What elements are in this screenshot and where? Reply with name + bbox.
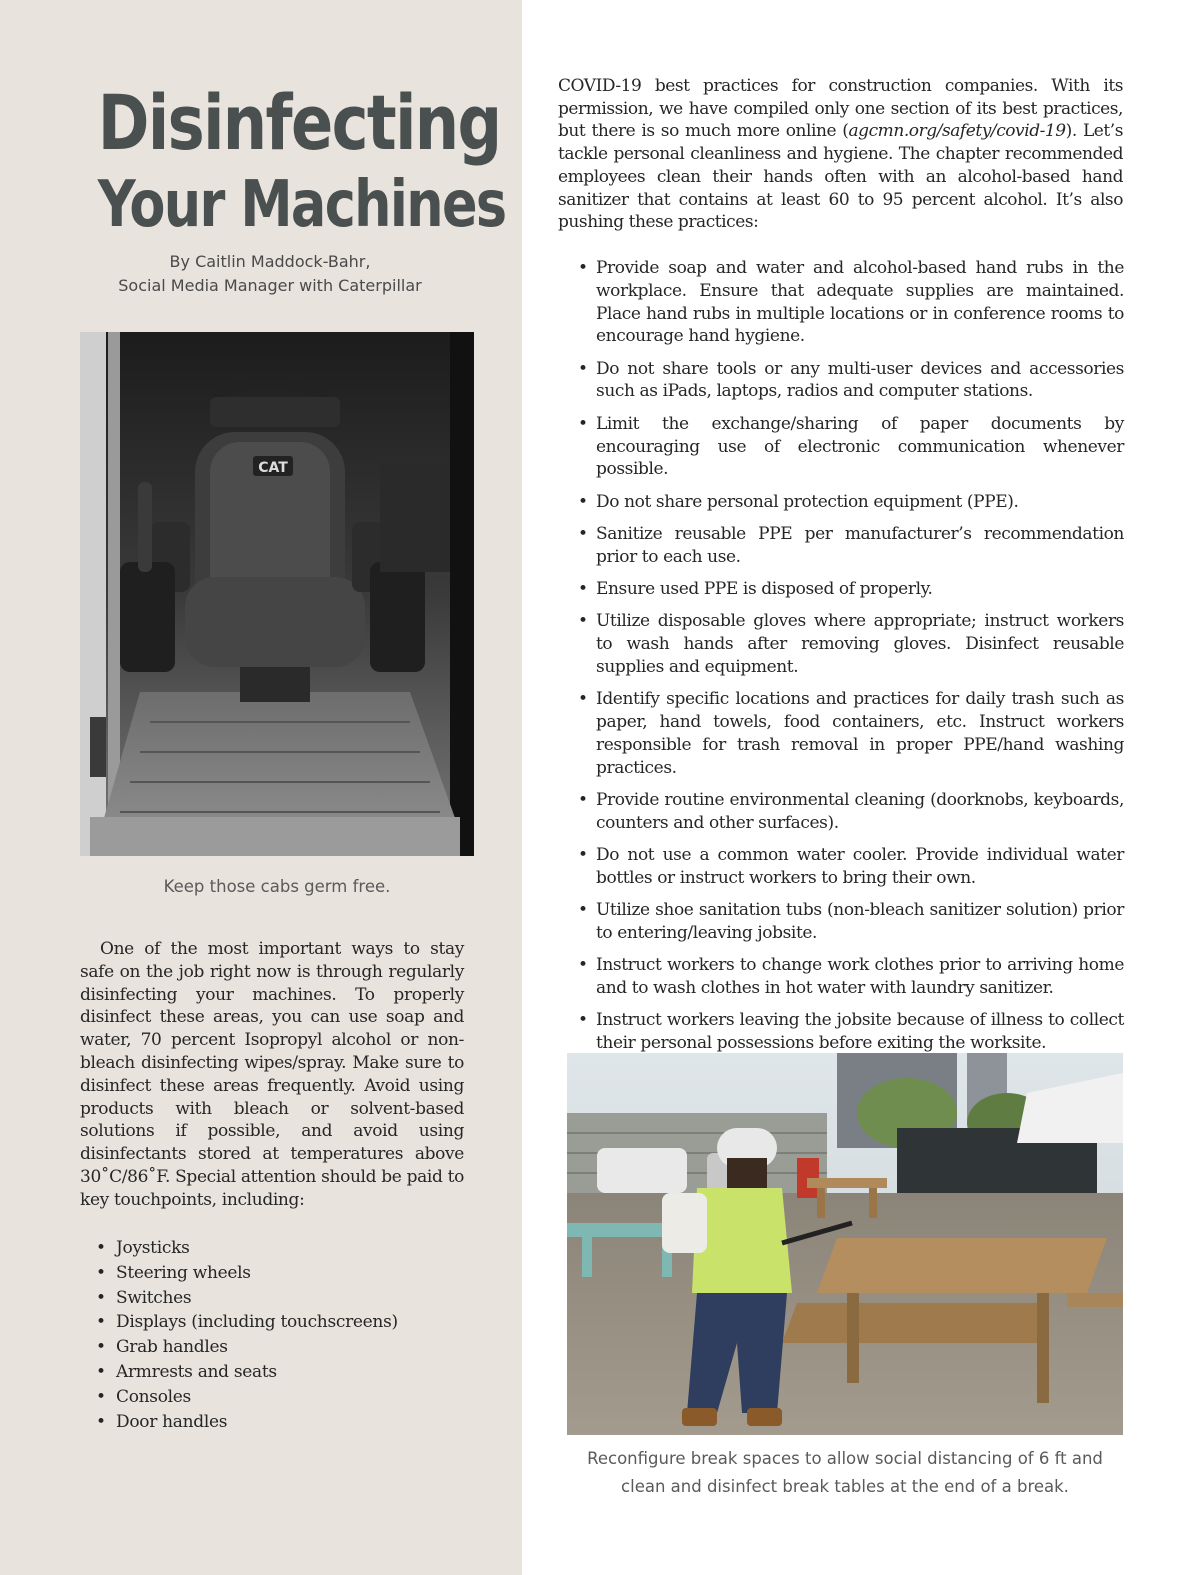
list-item: • Displays (including touchscreens)	[96, 1310, 476, 1335]
list-item: • Sanitize reusable PPE per manufacturer’s recommendation prior to each use.	[578, 523, 1124, 569]
list-item: • Ensure used PPE is disposed of properly.	[578, 578, 1124, 601]
article-title-line-1: Disinfecting	[97, 78, 501, 167]
right-intro-paragraph	[558, 75, 1123, 234]
list-item: • Switches	[96, 1286, 476, 1311]
list-item: • Utilize disposable gloves where appropriate; instruct workers to wash hands after removing gloves. Disinfect reusable supplies and equipment.	[578, 610, 1124, 678]
article-title-line-2: Your Machines	[97, 168, 506, 242]
list-item: • Limit the exchange/sharing of paper documents by encouraging use of electronic communication whenever possible.	[578, 413, 1124, 481]
byline-author: By Caitlin Maddock-Bahr,	[169, 252, 371, 271]
list-item: • Consoles	[96, 1385, 476, 1410]
machine-cab-photo	[80, 332, 474, 856]
list-item: • Joysticks	[96, 1236, 476, 1261]
list-item: • Do not use a common water cooler. Provide individual water bottles or instruct workers to bring their own.	[578, 844, 1124, 890]
list-item: • Do not share personal protection equipment (PPE).	[578, 491, 1124, 514]
right-intro-text-start: COVID-19 best practices for construction companies. With its permission, we have compiled only one section of its best practices, but there is so much more online (	[558, 76, 1123, 142]
worker-photo-caption	[567, 1445, 1123, 1501]
byline	[60, 250, 480, 298]
list-item: • Armrests and seats	[96, 1360, 476, 1385]
touchpoints-list	[96, 1236, 476, 1434]
list-item: • Door handles	[96, 1410, 476, 1435]
byline-role: Social Media Manager with Caterpillar	[118, 276, 422, 295]
list-item: • Identify specific locations and practices for daily trash such as paper, hand towels, food containers, etc. Instruct workers responsible for trash removal in proper PPE/hand washing practices.	[578, 688, 1124, 779]
list-item: • Do not share tools or any multi-user devices and accessories such as iPads, laptops, radios and computer stations.	[578, 358, 1124, 404]
best-practices-list	[578, 257, 1124, 1064]
agc-website-link[interactable]: agcmn.org/safety/covid-19	[848, 121, 1066, 142]
right-intro-text-end: ). Let’s tackle personal cleanliness and hygiene. The chapter recommended employees clean their hands often with an alcohol-based hand sanitizer that contains at least 60 to 95 percent alcohol. It’s also pushing these practices:	[558, 121, 1123, 233]
list-item: • Grab handles	[96, 1335, 476, 1360]
list-item: • Provide soap and water and alcohol-based hand rubs in the workplace. Ensure that adequate supplies are maintained. Place hand rubs in multiple locations or in conference rooms to encourage hand hygiene.	[578, 257, 1124, 348]
list-item: • Utilize shoe sanitation tubs (non-bleach sanitizer solution) prior to entering/leaving jobsite.	[578, 899, 1124, 945]
list-item: • Provide routine environmental cleaning (doorknobs, keyboards, counters and other surfaces).	[578, 789, 1124, 835]
cat-seat-badge: CAT	[258, 460, 288, 476]
caption-line-1: Reconfigure break spaces to allow social distancing of 6 ft and	[587, 1449, 1103, 1468]
list-item: • Steering wheels	[96, 1261, 476, 1286]
intro-paragraph: One of the most important ways to stay safe on the job right now is through regularly disinfecting your machines. To properly disinfect these areas, you can use soap and water, 70 percent Isopropyl alcohol or non-bleach disinfecting wipes/spray. Make sure to disinfect these areas frequently. Avoid using products with bleach or solvent-based solutions if possible, and avoid using disinfectants stored at temperatures above 30˚C/86˚F. Special attention should be paid to key touchpoints, including:	[80, 939, 464, 1210]
list-item: • Instruct workers to change work clothes prior to arriving home and to wash clothes in hot water with laundry sanitizer.	[578, 954, 1124, 1000]
cab-photo-caption: Keep those cabs germ free.	[163, 877, 391, 896]
list-item: • Instruct workers leaving the jobsite because of illness to collect their personal possessions before exiting the worksite.	[578, 1009, 1124, 1055]
worker-disinfecting-tables-photo	[567, 1053, 1123, 1435]
caption-line-2: clean and disinfect break tables at the end of a break.	[621, 1477, 1069, 1496]
